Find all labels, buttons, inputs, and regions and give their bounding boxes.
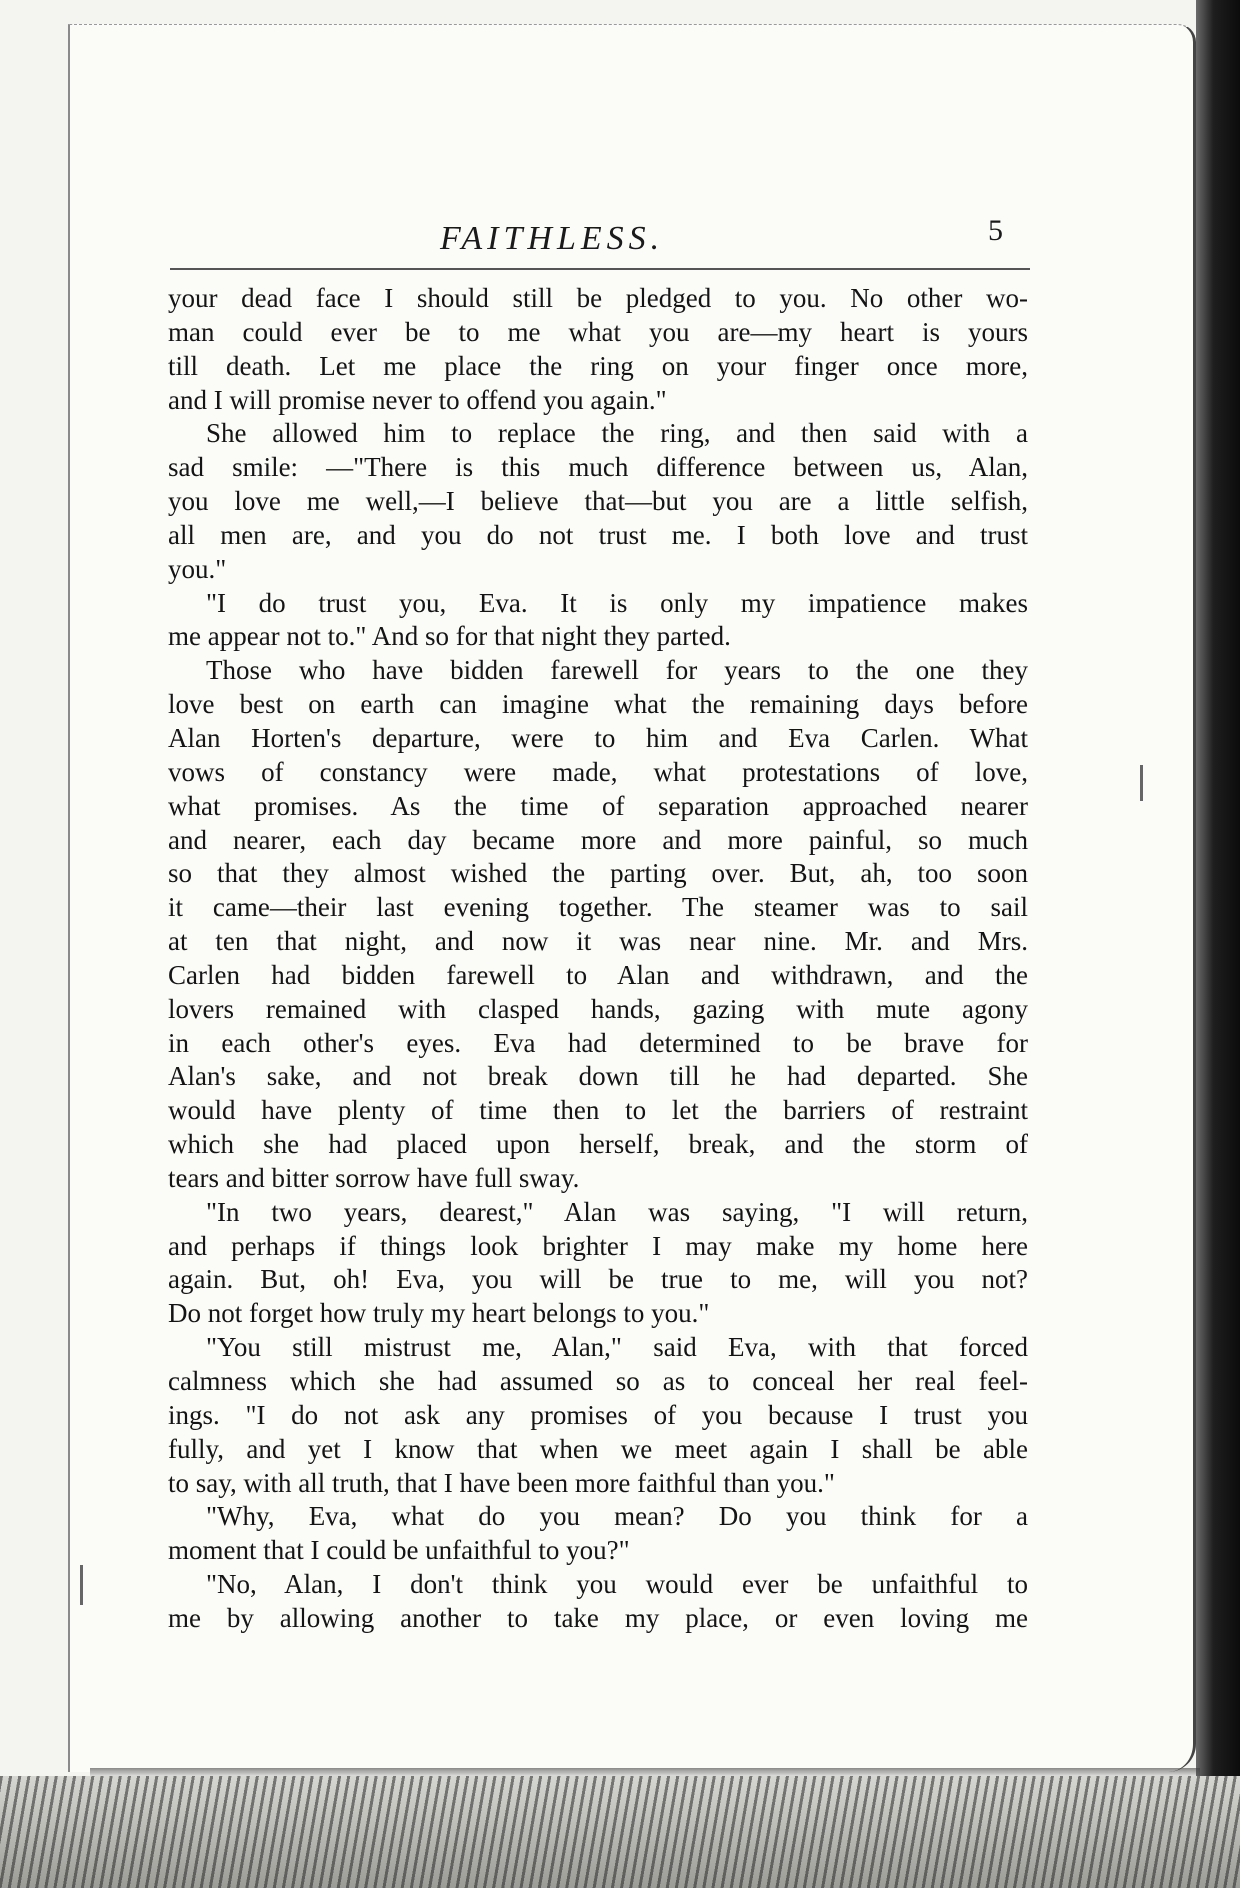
text-line: She allowed him to replace the ring, and then said with a [206, 418, 1028, 449]
text-line: "I do trust you, Eva. It is only my impatience makes [206, 587, 1028, 618]
running-head-title: FAITHLESS. [440, 220, 665, 257]
text-line: what promises. As the time of separation approached nearer [168, 790, 1028, 821]
text-line: Alan's sake, and not break down till he had departed. She [168, 1061, 1028, 1092]
left-margin-mark [80, 1565, 83, 1605]
text-line: ings. "I do not ask any promises of you because I trust you [168, 1399, 1028, 1430]
text-line: me by allowing another to take my place, or even loving me [168, 1602, 1028, 1633]
text-line: again. But, oh! Eva, you will be true to me, will you not? [168, 1264, 1028, 1295]
text-line: till death. Let me place the ring on your finger once more, [168, 350, 1028, 381]
text-line: which she had placed upon herself, break, and the storm of [168, 1129, 1028, 1160]
text-line: "You still mistrust me, Alan," said Eva, with that forced [206, 1332, 1028, 1363]
book-binding-edge [1196, 0, 1240, 1888]
text-line: fully, and yet I know that when we meet again I shall be able [168, 1433, 1028, 1464]
text-line: so that they almost wished the parting over. But, ah, too soon [168, 858, 1028, 889]
text-line: your dead face I should still be pledged to you. No other wo- [168, 283, 1028, 313]
text-line: you love me well,—I believe that—but you are a little selfish, [168, 486, 1028, 517]
text-line: me appear not to." And so for that night they parted. [168, 621, 731, 652]
text-line: Do not forget how truly my heart belongs to you." [168, 1298, 710, 1329]
header-rule [170, 268, 1030, 270]
text-line: Those who have bidden farewell for years to the one they [206, 655, 1028, 686]
text-line: calmness which she had assumed so as to conceal her real feel- [168, 1366, 1028, 1396]
text-line: "In two years, dearest," Alan was saying, "I will return, [206, 1196, 1028, 1227]
text-line: Alan Horten's departure, were to him and Eva Carlen. What [168, 722, 1028, 753]
text-line: all men are, and you do not trust me. I both love and trust [168, 519, 1028, 550]
scan-bottom-smudge [0, 1776, 1240, 1888]
right-margin-mark [1140, 765, 1143, 801]
text-line: and nearer, each day became more and more painful, so much [168, 824, 1028, 855]
text-line: Carlen had bidden farewell to Alan and withdrawn, and the [168, 959, 1028, 990]
text-line: it came—their last evening together. The steamer was to sail [168, 892, 1028, 923]
text-line: at ten that night, and now it was near nine. Mr. and Mrs. [168, 926, 1028, 957]
text-line: you." [168, 553, 227, 584]
text-line: tears and bitter sorrow have full sway. [168, 1162, 580, 1193]
text-line: "No, Alan, I don't think you would ever be unfaithful to [206, 1569, 1028, 1600]
text-line: man could ever be to me what you are—my heart is yours [168, 316, 1028, 347]
text-line: in each other's eyes. Eva had determined to be brave for [168, 1027, 1028, 1058]
text-line: and perhaps if things look brighter I may make my home here [168, 1230, 1028, 1261]
page-body-text [168, 282, 1028, 1636]
text-line: moment that I could be unfaithful to you?" [168, 1535, 630, 1566]
text-line: love best on earth can imagine what the remaining days before [168, 689, 1028, 720]
text-line: lovers remained with clasped hands, gazing with mute agony [168, 993, 1028, 1024]
text-line: to say, with all truth, that I have been more faithful than you." [168, 1467, 835, 1498]
text-line: and I will promise never to offend you again." [168, 384, 667, 415]
text-line: "Why, Eva, what do you mean? Do you think for a [206, 1501, 1028, 1532]
text-line: vows of constancy were made, what protestations of love, [168, 756, 1028, 787]
text-line: sad smile: —"There is this much difference between us, Alan, [168, 452, 1028, 483]
text-line: would have plenty of time then to let the barriers of restraint [168, 1095, 1028, 1126]
page-number: 5 [988, 214, 1003, 247]
